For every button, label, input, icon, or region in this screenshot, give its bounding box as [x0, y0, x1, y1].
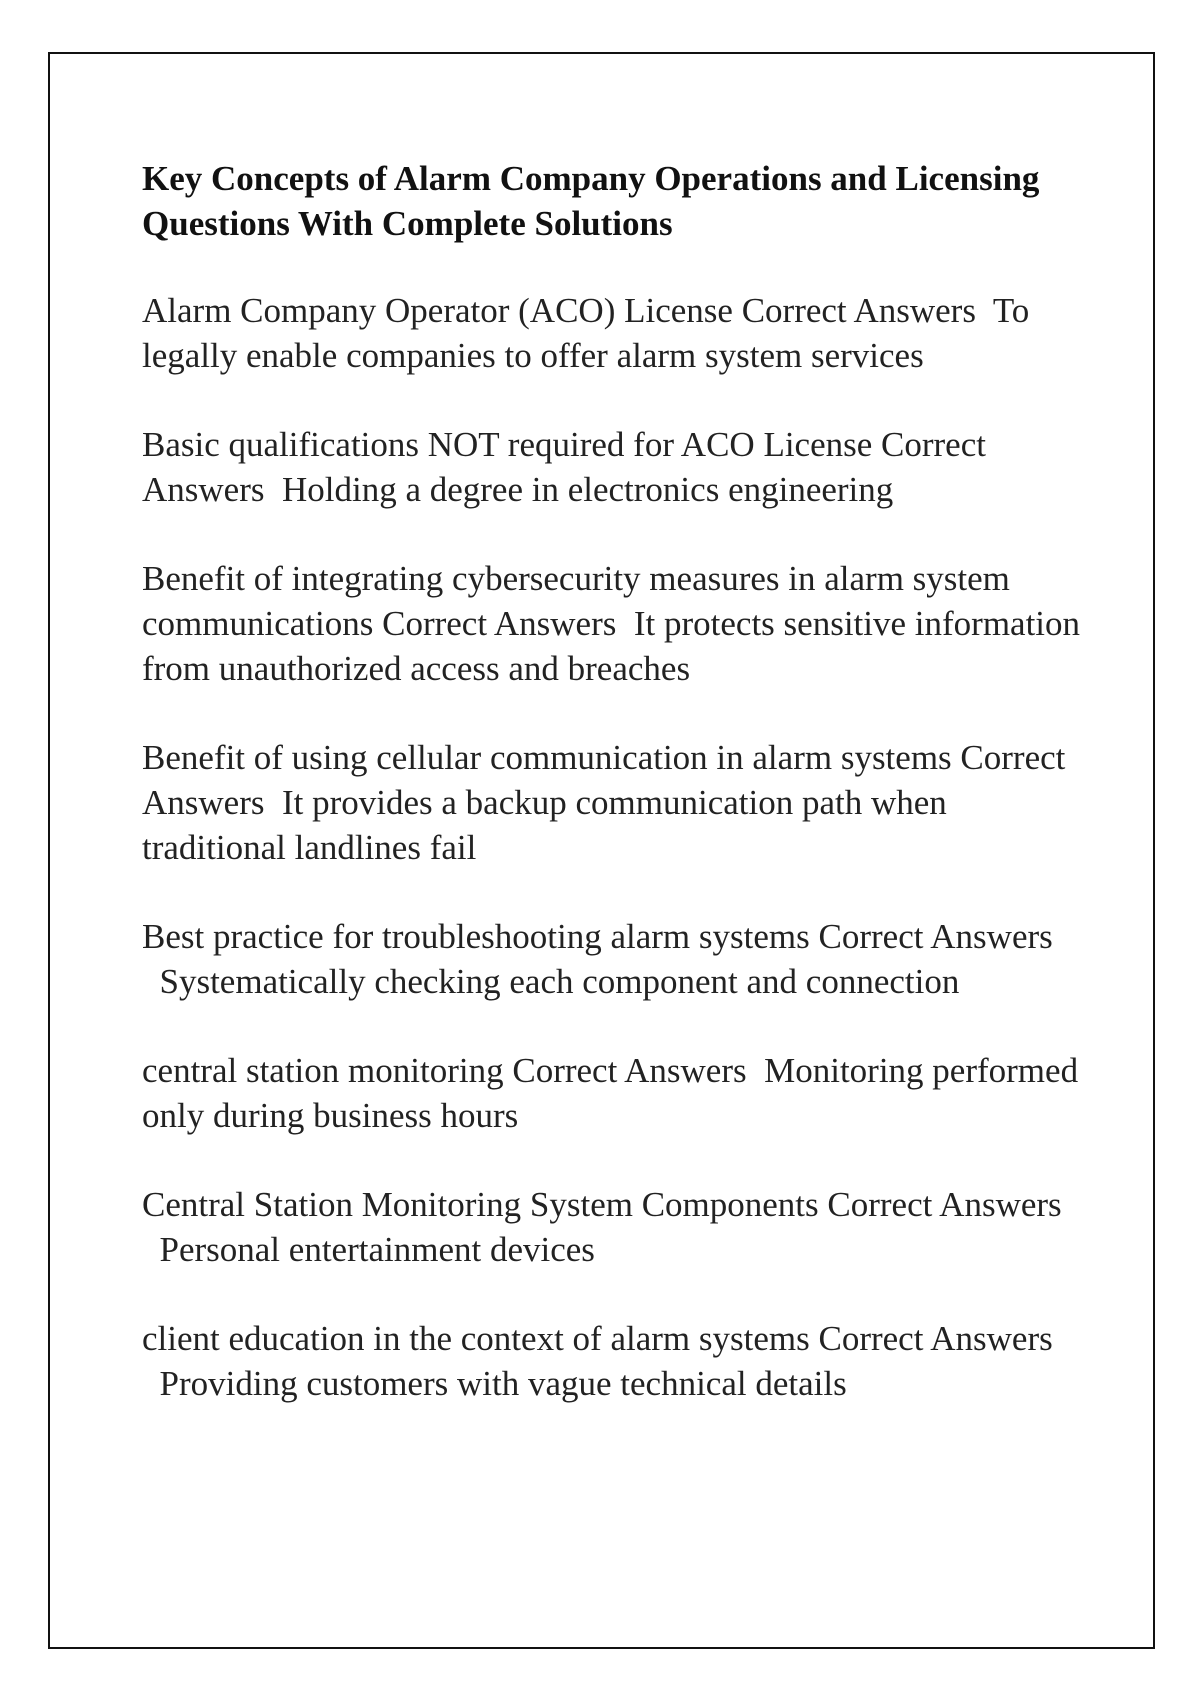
answer-text: Providing customers with vague technical details	[159, 1364, 847, 1403]
question-text: Best practice for troubleshooting alarm systems	[142, 917, 810, 956]
question-text: Benefit of integrating cybersecurity measures in alarm system communications	[142, 559, 1010, 643]
qa-entry	[142, 914, 1082, 1004]
answer-text: Monitoring performed only during business hours	[142, 1051, 1079, 1135]
qa-entry	[142, 1182, 1082, 1272]
answer-text: It provides a backup communication path when traditional landlines fail	[142, 783, 947, 867]
question-text: Alarm Company Operator (ACO) License	[142, 291, 733, 330]
answer-text: To legally enable companies to offer alarm system services	[142, 291, 1030, 375]
answer-marker: Correct Answers	[741, 291, 976, 330]
answer-marker: Correct Answers	[382, 604, 617, 643]
answer-text: Holding a degree in electronics engineering	[281, 470, 894, 509]
question-text: Benefit of using cellular communication in alarm systems	[142, 738, 952, 777]
document-title: Key Concepts of Alarm Company Operations and Licensing Questions With Complete Solutions	[142, 159, 1040, 243]
document-body	[142, 156, 1082, 1450]
question-text: client education in the context of alarm systems	[142, 1319, 810, 1358]
question-text: central station monitoring	[142, 1051, 504, 1090]
answer-text: Systematically checking each component and connection	[159, 962, 960, 1001]
answer-marker: Correct Answers	[818, 1319, 1053, 1358]
answer-marker: Correct Answers	[142, 738, 1066, 822]
qa-entry	[142, 422, 1082, 512]
qa-entry	[142, 735, 1082, 870]
qa-entry	[142, 288, 1082, 378]
answer-text: It protects sensitive information from unauthorized access and breaches	[142, 604, 1081, 688]
answer-text: Personal entertainment devices	[159, 1230, 595, 1269]
question-text: Basic qualifications NOT required for ACO License	[142, 425, 873, 464]
answer-marker: Correct Answers	[142, 425, 986, 509]
qa-entry	[142, 1316, 1082, 1406]
qa-entry	[142, 1048, 1082, 1138]
answer-marker: Correct Answers	[818, 917, 1053, 956]
answer-marker: Correct Answers	[512, 1051, 747, 1090]
qa-entry	[142, 556, 1082, 691]
question-text: Central Station Monitoring System Components	[142, 1185, 819, 1224]
answer-marker: Correct Answers	[827, 1185, 1062, 1224]
